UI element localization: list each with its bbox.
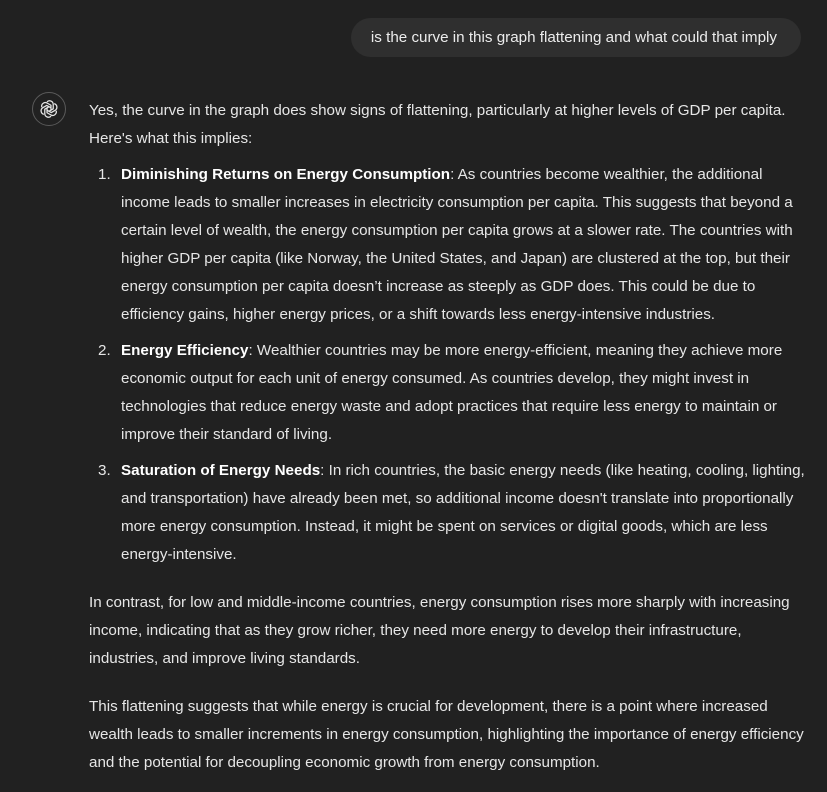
list-item-title: Energy Efficiency [121,342,249,359]
contrast-paragraph: In contrast, for low and middle-income countries, energy consumption rises more sharply with increasing income, indicating that as they grow richer, they need more energy to develop their infrastructure, industries, and improve living standards. [89,594,790,667]
conclusion-paragraph: This flattening suggests that while energy is crucial for development, there is a point where increased wealth leads to smaller increments in energy consumption, highlighting the importance of energy efficiency and the potential for decoupling economic growth from energy consumption. [89,698,804,771]
list-item [121,161,811,329]
list-item-text: : In rich countries, the basic energy needs (like heating, cooling, lighting, and transportation) have already been met, so additional income doesn't translate into proportionally more energy consumption. Instead, it might be spent on services or digital goods, which are less energy-intensive. [121,462,805,563]
user-message-bubble [351,18,801,57]
assistant-message [89,97,811,777]
list-item-text: : As countries become wealthier, the additional income leads to smaller increases in electricity consumption per capita. This suggests that beyond a certain level of wealth, the energy consumption per capita grows at a slower rate. The countries with higher GDP per capita (like Norway, the United States, and Japan) are clustered at the top, but their energy consumption per capita doesn’t increase as steeply as GDP does. This could be due to efficiency gains, higher energy prices, or a shift towards less energy-intensive industries. [121,166,793,323]
list-item-title: Diminishing Returns on Energy Consumption [121,166,451,183]
intro-paragraph: Yes, the curve in the graph does show signs of flattening, particularly at higher levels of GDP per capita. Here's what this implies: [89,102,786,147]
list-item-title: Saturation of Energy Needs [121,462,321,479]
openai-logo-icon [38,98,60,120]
list-item [121,337,811,449]
assistant-avatar [32,92,66,126]
list-item [121,457,811,569]
list-item-text: : Wealthier countries may be more energy-efficient, meaning they achieve more economic output for each unit of energy consumed. As countries develop, they might invest in technologies that reduce energy waste and adopt practices that require less energy to maintain or improve their standard of living. [121,342,783,443]
user-message-text: is the curve in this graph flattening and what could that imply [370,29,777,46]
implications-list [89,161,811,569]
